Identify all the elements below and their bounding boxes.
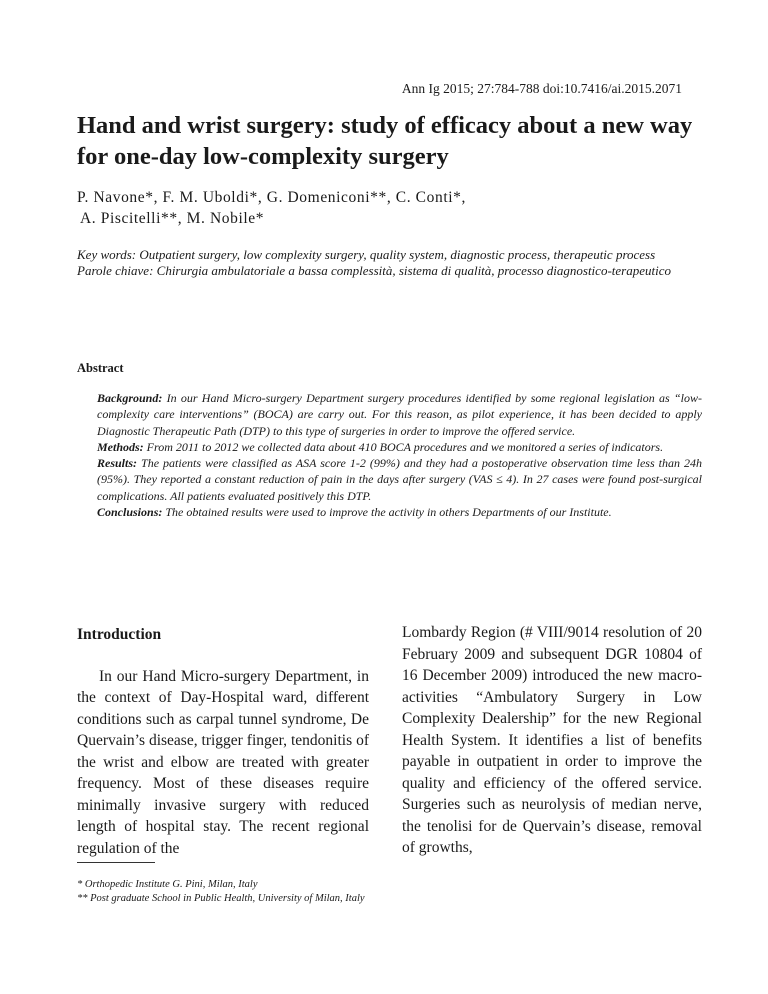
footnotes — [77, 878, 365, 906]
abstract-background — [97, 390, 702, 439]
running-head: Ann Ig 2015; 27:784-788 doi:10.7416/ai.2015.2071 — [401, 81, 682, 96]
background-label: Background: — [97, 391, 163, 405]
author-list — [77, 187, 617, 229]
keywords-english: Key words: Outpatient surgery, low complexity surgery, quality system, diagnostic process, therapeutic process — [77, 247, 656, 262]
methods-text: From 2011 to 2012 we collected data about 410 BOCA procedures and we monitored a series of indicators. — [143, 439, 664, 454]
abstract-conclusions — [97, 504, 702, 520]
results-text: The patients were classified as ASA score 1-2 (99%) and they had a postoperative observation time less than 24h (95%). They reported a constant reduction of pain in the days after surgery (VAS ≤ 4). In 27 cases were found post-surgical complications. All patients evaluated positively this DTP. — [97, 456, 702, 503]
abstract-results — [97, 455, 702, 504]
introduction-paragraph-left: In our Hand Micro-surgery Department, in the context of Day-Hospital ward, different conditions such as carpal tunnel syndrome, De Quervain’s disease, trigger finger, tendonitis of the wrist and elbow are treated with greater frequency. Most of these diseases require minimally invasive surgery with reduced length of hospital stay. The recent regional regulation of the — [77, 667, 369, 857]
methods-label: Methods: — [97, 439, 144, 454]
body-column-right — [402, 622, 702, 859]
author-line-1: P. Navone*, F. M. Uboldi*, G. Domeniconi**, C. Conti*, — [77, 189, 466, 206]
body-column-left — [77, 624, 369, 859]
introduction-heading: Introduction — [77, 626, 162, 643]
abstract-body — [97, 390, 702, 520]
keywords-block — [77, 247, 701, 279]
footnote-rule — [77, 862, 155, 863]
footnote-affiliation-2: ** Post graduate School in Public Health, University of Milan, Italy — [77, 893, 365, 904]
background-text: In our Hand Micro-surgery Department surgery procedures identified by some regional legislation as “low-complexity care interventions” (BOCA) are carry out. For this reason, as pilot experience, it has been decided to apply Diagnostic Therapeutic Path (DTP) to this type of surgeries in order to improve the offered service. — [97, 391, 702, 438]
keywords-italian: Parole chiave: Chirurgia ambulatoriale a bassa complessità, sistema di qualità, processo diagnostico-terapeutico — [77, 263, 671, 278]
article-title: Hand and wrist surgery: study of efficacy about a new way for one-day low-complexity surgery — [77, 112, 693, 170]
author-line-2: A. Piscitelli**, M. Nobile* — [80, 210, 265, 227]
abstract-heading: Abstract — [77, 361, 124, 375]
abstract-methods — [97, 439, 702, 455]
introduction-paragraph-right: Lombardy Region (# VIII/9014 resolution of 20 February 2009 and subsequent DGR 10804 of 16 December 2009) introduced the new macro-activities “Ambulatory Surgery in Low Complexity Dealership” for the new Regional Health System. It identifies a list of benefits payable in outpatient in order to improve the quality and efficiency of the offered service. Surgeries such as neurolysis of median nerve, the tenolisi for de Quervain’s disease, removal of growths, — [402, 624, 702, 856]
conclusions-label: Conclusions: — [97, 505, 163, 520]
conclusions-text: The obtained results were used to improve the activity in others Departments of our Institute. — [162, 505, 612, 520]
results-label: Results: — [97, 456, 138, 471]
footnote-affiliation-1: * Orthopedic Institute G. Pini, Milan, Italy — [77, 879, 258, 890]
